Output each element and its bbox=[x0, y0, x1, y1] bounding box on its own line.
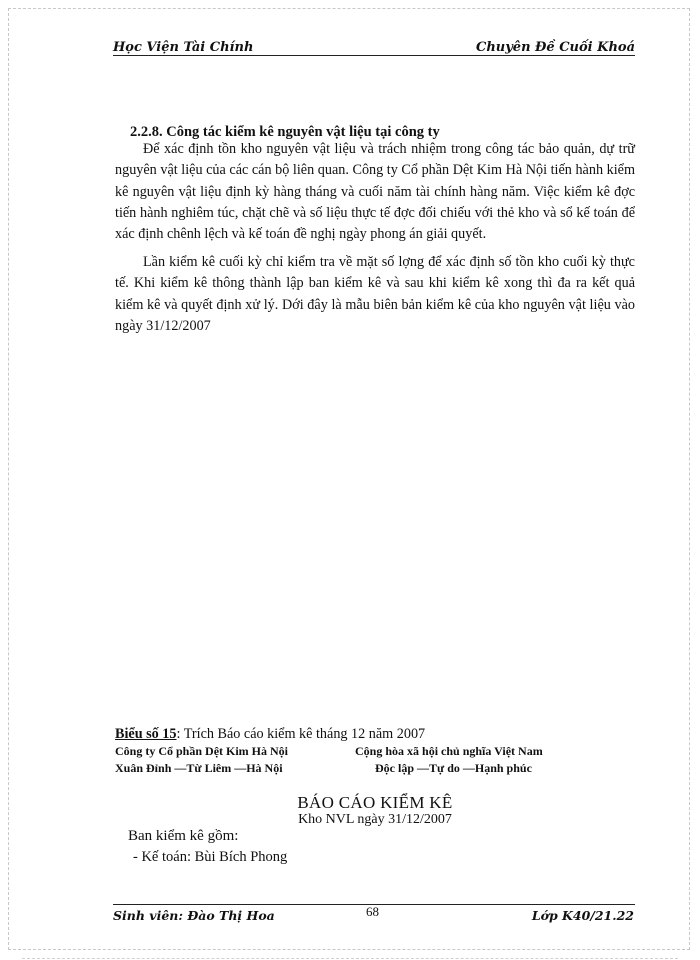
company-name: Công ty Cổ phần Dệt Kim Hà Nội bbox=[115, 744, 289, 758]
report-title: BÁO CÁO KIỂM KÊ bbox=[297, 793, 453, 812]
bottom-guide-line bbox=[22, 958, 678, 959]
republic-name: Cộng hòa xã hội chủ nghĩa Việt Nam bbox=[355, 744, 543, 758]
header-left-text: Học Viện Tài Chính bbox=[113, 40, 254, 55]
header-right-text: Chuyên Đề Cuối Khoá bbox=[476, 40, 635, 55]
footer-right-text: Lớp K40/21.22 bbox=[531, 908, 634, 923]
committee-member-1: - Kế toán: Bùi Bích Phong bbox=[133, 849, 288, 865]
form-caption-text: : Trích Báo cáo kiểm kê tháng 12 năm 2007 bbox=[176, 726, 426, 742]
form-caption bbox=[115, 726, 425, 743]
page-header bbox=[113, 38, 635, 56]
report-subtitle: Kho NVL ngày 31/12/2007 bbox=[298, 812, 452, 827]
paragraph-1: Để xác định tồn kho nguyên vật liệu và trách nhiệm trong công tác bảo quản, dự trữ nguyên vật liệu của các cán bộ liên quan. Công ty Cổ phần Dệt Kim Hà Nội tiến hành kiểm kê nguyên vật liệu định kỳ hàng tháng và cuối năm tài chính hàng năm. Việc kiểm kê đợc tiến hành nghiêm túc, chặt chẽ và số liệu thực tế đợc đối chiếu với thẻ kho và sổ kế toán để xác định chênh lệch và kế toán đề nghị ngày phong án giải quyết. bbox=[115, 141, 635, 243]
committee-title: Ban kiểm kê gồm: bbox=[128, 828, 239, 844]
footer-left-text: Sinh viên: Đào Thị Hoa bbox=[113, 908, 275, 923]
page-number: 68 bbox=[366, 904, 379, 919]
national-motto: Độc lập —Tự do —Hạnh phúc bbox=[375, 761, 532, 775]
form-label: Biểu số 15 bbox=[115, 726, 177, 742]
header-rule bbox=[113, 55, 635, 56]
company-address: Xuân Đỉnh —Từ Liêm —Hà Nội bbox=[115, 761, 283, 775]
section-title: 2.2.8. Công tác kiểm kê nguyên vật liệu tại công ty bbox=[130, 124, 440, 140]
paragraph-2: Lần kiểm kê cuối kỳ chỉ kiểm tra về mặt số lợng để xác định số tồn kho cuối kỳ thực tế. Khi kiểm kê thông thành lập ban kiểm kê và sau khi kiểm kê xong thì đa ra kết quả kiểm kê và quyết định xử lý. Dới đây là mẫu biên bản kiểm kê của kho nguyên vật liệu vào ngày 31/12/2007 bbox=[115, 254, 635, 334]
